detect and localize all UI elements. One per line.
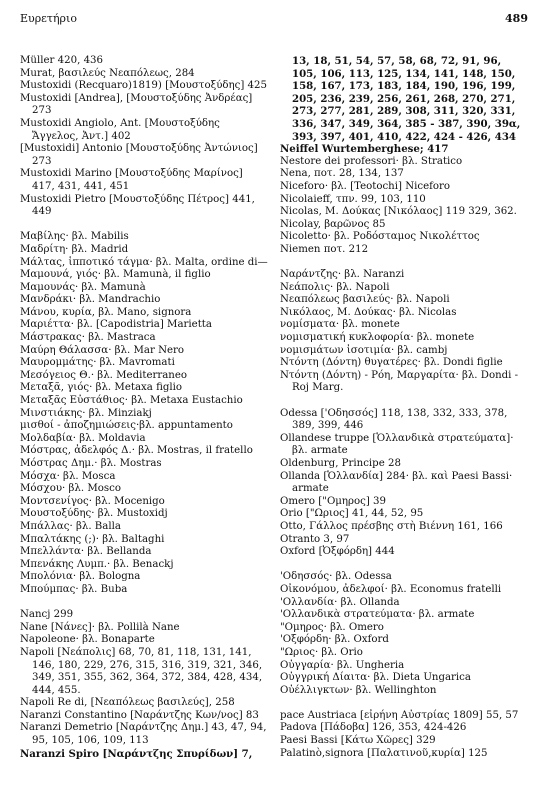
index-entry: Naranzi Demetrio [Ναράντζης Δημ.] 43, 47, 94, 95, 105, 106, 109, 113	[20, 722, 267, 747]
index-entry: Oldenburg, Principe 28	[280, 458, 401, 469]
index-entry: Μόσχου· βλ. Mosco	[20, 483, 121, 495]
index-entry: Naranzi Spiro [Ναράντζης Σπυρίδων] 7,	[20, 747, 253, 760]
index-entry: μισθοί - ἀποζημιώσεις·βλ. appuntamento	[20, 420, 233, 432]
index-entry: [Mustoxidi] Antonio [Μουστοξύδης Ἀντώνιος] 273	[20, 143, 258, 167]
index-entry: Niceforo· βλ. [Teotochi] Niceforo	[280, 180, 451, 192]
index-entry: Nane [Νάνες]· βλ. Pollilà Nane	[20, 621, 180, 633]
index-entry: Νεαπόλεως βασιλεύς· βλ. Napoli	[280, 294, 450, 306]
index-column-right	[280, 55, 528, 760]
index-entry: Napoleone· βλ. Bonaparte	[20, 634, 155, 646]
index-entry: Mustoxidi Pietro [Μουστοξύδης Πέτρος] 441, 449	[20, 193, 255, 218]
index-entry: Μαδρίτη· βλ. Madrid	[20, 243, 129, 255]
index-entry: Niemen ποτ. 212	[280, 243, 369, 255]
index-entry: 13, 18, 51, 54, 57, 58, 68, 72, 91, 96, 105, 106, 113, 125, 134, 141, 148, 150, 158, 167, 173, 183, 184, 190, 196, 199, 205, 236, 239, 256, 261, 268, 270, 271, 273, 277, 281, 289, 308, 311, 320, 331, 336, 347, 349, 364, 385 - 387, 390, 39α, 393, 397, 401, 410, 422, 424 - 426, 434	[292, 55, 521, 143]
index-entry: Μπελλάντα· βλ. Bellanda	[20, 546, 152, 558]
index-entry: Nicolaieff, τπν. 99, 103, 110	[280, 193, 426, 205]
index-entry: Νικόλαος, Μ. Δούκας· βλ. Nicolas	[280, 306, 457, 318]
index-entry: νομισμάτων ἰσοτιμία· βλ. cambj	[280, 344, 448, 356]
index-entry: Μόστρας, ἀδελφός Δ.· βλ. Mostras, il fratello	[20, 445, 253, 457]
index-entry: Nicoletto· βλ. Ροδόσταμος Νικολέττος	[280, 231, 480, 243]
index-entry: Μπενάκης Λυμπ.· βλ. Benackj	[20, 558, 174, 570]
index-entry: Μάνου, κυρία, βλ. Mano, signora	[20, 306, 192, 318]
index-entry: Otto, Γάλλος πρέσβης στὴ Βιέννη 161, 166	[280, 520, 503, 532]
index-entry: Mustoxidi Marino [Μουστοξύδης Μαρίνος] 417, 431, 441, 451	[20, 168, 243, 192]
index-entry: Nicolas, M. Δούκας [Νικόλαος] 119 329, 362.	[280, 206, 517, 218]
index-entry: Neiffel Wurtemberghese; 417	[280, 143, 449, 156]
index-entry: Ollanda [Ὁλλανδία] 284· βλ. καὶ Paesi Bassi· armate	[280, 470, 513, 495]
index-entry: Μάστρακας· βλ. Mastraca	[20, 332, 156, 344]
index-entry: Μολδαβία· βλ. Moldavia	[20, 432, 146, 444]
index-entry: Ντόντη (Δόντη) - Ρόη, Μαργαρίτα· βλ. Dondi - Roj Marg.	[280, 369, 519, 394]
index-entry: Padova [Πάδοβα] 126, 353, 424-426	[280, 722, 467, 734]
index-entry: Murat, βασιλεύς Νεαπόλεως, 284	[20, 67, 195, 79]
index-entry: Palatinò,signora [Παλατινοῦ,κυρία] 125	[280, 747, 488, 759]
index-entry: Οὐγγρική Δίαιτα· βλ. Dieta Ungarica	[280, 672, 471, 684]
index-entry: Μινστιάκης· βλ. Minziakj	[20, 407, 152, 419]
index-entry: Μόσχα· βλ. Mosca	[20, 470, 116, 482]
index-entry: Nicolay, βαρῶνος 85	[280, 218, 386, 230]
index-column-left	[20, 55, 268, 760]
index-entry: Οὐέλλιγκτων· βλ. Wellinghton	[280, 684, 437, 696]
index-entry: Mustoxidi [Andrea], [Μουστοξύδης Ἀνδρέας] 273	[20, 92, 253, 117]
index-entry: Μεταξᾶς Εὐστάθιος· βλ. Metaxa Eustachio	[20, 395, 243, 407]
index-entry: Nena, ποτ. 28, 134, 137	[280, 168, 404, 180]
index-entry: Mustoxidi (Recquaro)1819) [Μουστοξύδης] 425	[20, 80, 267, 92]
index-entry: 'Οδησσός· βλ. Odessa	[280, 571, 392, 583]
index-entry: Μαμουνά, γιός· βλ. Mamunà, il figlio	[20, 269, 211, 281]
page-number: 489	[505, 12, 528, 25]
index-entry: Ντόντη (Δόντη) θυγατέρες· βλ. Dondi figlie	[280, 357, 503, 369]
index-entry: 'Οξφόρδη· βλ. Oxford	[280, 634, 389, 646]
index-entry: 'Ολλανδικὰ στρατεύματα· βλ. armate	[280, 609, 475, 621]
index-entry: Omero ["Ομηρος] 39	[280, 495, 387, 507]
index-entry: "Ωριος· βλ. Orio	[280, 646, 363, 658]
index-entry: pace Austriaca [εἰρήνη Αὐστρίας 1809] 55, 57	[280, 709, 519, 721]
index-entry: Μουστοξύδης· βλ. Mustoxidj	[20, 508, 168, 520]
index-entry: Ναράντζης· βλ. Naranzi	[280, 269, 405, 281]
index-entry: Μπολόνια· βλ. Bologna	[20, 571, 141, 583]
index-entry: νομίσματα· βλ. monete	[280, 319, 400, 331]
page-header	[20, 12, 528, 25]
index-entry: Μεταξᾶ, γιός· βλ. Metaxa figlio	[20, 382, 183, 394]
index-entry: Οἰκονόμου, ἀδελφοί· βλ. Economus fratelli	[280, 583, 502, 595]
index-entry: Μανδράκι· βλ. Mandrachio	[20, 294, 161, 306]
index-entry: Οὐγγαρία· βλ. Ungheria	[280, 659, 405, 671]
index-entry: Paesi Bassi [Κάτω Χῶρες] 329	[280, 735, 436, 747]
index-entry: Μπούμπας· βλ. Buba	[20, 583, 128, 595]
index-entry: Nestore dei professori· βλ. Stratico	[280, 155, 463, 167]
index-entry: Μαριέττα· βλ. [Capodistria] Marietta	[20, 319, 212, 331]
index-entry: Μοντσενίγος· βλ. Mocenigo	[20, 495, 165, 507]
index-entry: Müller 420, 436	[20, 55, 104, 66]
index-entry: Odessa ['Οδησσός] 118, 138, 332, 333, 378, 389, 399, 446	[280, 407, 508, 432]
index-columns	[20, 55, 528, 760]
index-entry: Μαύρη Θάλασσα· βλ. Mar Nero	[20, 344, 185, 356]
index-entry: Orio ["Ωριος] 41, 44, 52, 95	[280, 508, 424, 520]
index-entry: Mustoxidi Angiolo, Ant. [Μουστοξύδης Ἄγγελος, Ἀντ.] 402	[20, 117, 220, 142]
index-entry: Nancj 299	[20, 609, 74, 621]
index-entry: Otranto 3, 97	[280, 533, 350, 545]
index-entry: Naranzi Constantino [Ναράντζης Κων/νος] 83	[20, 709, 259, 721]
running-title: Ευρετήριο	[20, 12, 77, 25]
index-entry: Μπαλτάκης (;)· βλ. Baltaghi	[20, 533, 165, 545]
index-entry: Μαυρομμάτης· βλ. Mavromati	[20, 357, 175, 369]
index-entry: Μεσόγειος Θ.· βλ. Mediterraneo	[20, 369, 188, 381]
index-entry: Napoli [Νεάπολις] 68, 70, 81, 118, 131, 141, 146, 180, 229, 276, 315, 316, 319, 321, 346, 349, 351, 355, 362, 364, 372, 384, 428, 434, 444, 455.	[20, 646, 263, 696]
index-entry: Μαμουνάς· βλ. Mamunà	[20, 281, 146, 293]
index-entry: νομισματική κυκλοφορία· βλ. monete	[280, 332, 475, 344]
index-entry: Ollandese truppe [Ὁλλανδικὰ στρατεύματα]· βλ. armate	[280, 432, 514, 457]
index-entry: Μαβίλης· βλ. Mabilis	[20, 231, 129, 243]
index-entry: Μόστρας Δημ.· βλ. Mostras	[20, 458, 162, 469]
index-entry: Napoli Re di, [Νεαπόλεως βασιλεύς], 258	[20, 697, 235, 709]
index-entry: Μάλτας, ἱπποτικό τάγμα· βλ. Malta, ordine di—	[20, 256, 268, 268]
index-entry: Μπάλλας· βλ. Balla	[20, 520, 121, 532]
index-entry: Oxford [Ὀξφόρδη] 444	[280, 546, 395, 558]
index-entry: "Ομηρος· βλ. Omero	[280, 621, 384, 633]
index-entry: 'Ολλανδία· βλ. Ollanda	[280, 596, 400, 608]
index-entry: Νεάπολις· βλ. Napoli	[280, 281, 390, 293]
